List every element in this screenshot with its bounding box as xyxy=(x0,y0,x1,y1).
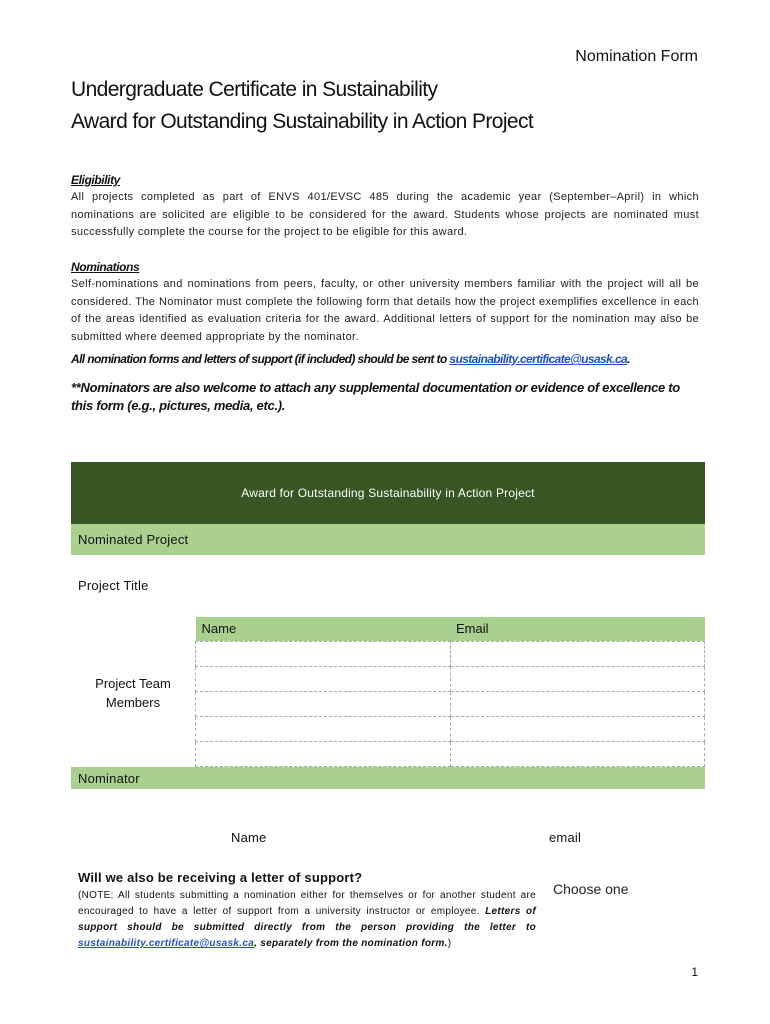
nominations-heading: Nominations xyxy=(71,260,140,274)
page-title-line-2: Award for Outstanding Sustainability in Action Project xyxy=(71,110,534,133)
form-banner: Award for Outstanding Sustainability in Action Project xyxy=(71,462,705,524)
project-team-table xyxy=(195,617,705,767)
team-table-header xyxy=(196,617,705,641)
page-number: 1 xyxy=(691,965,698,979)
team-email-cell[interactable] xyxy=(450,691,705,716)
nominated-project-section: Nominated Project xyxy=(71,524,705,555)
support-letter-select[interactable]: Choose one xyxy=(553,881,629,897)
project-team-label-line-1: Project Team xyxy=(95,676,171,691)
team-col-email: Email xyxy=(450,617,705,641)
support-note-email-link[interactable]: sustainability.certificate@usask.ca xyxy=(78,938,255,949)
nominator-email-label: email xyxy=(549,830,582,845)
support-note xyxy=(78,888,536,952)
table-row xyxy=(196,741,705,766)
table-row xyxy=(196,666,705,691)
team-col-name: Name xyxy=(196,617,451,641)
submission-email-link[interactable]: sustainability.certificate@usask.ca xyxy=(449,352,628,366)
supplemental-note: **Nominators are also welcome to attach any supplemental documentation or evidence of excellence to this form (e.g., pictures, media, etc.). xyxy=(71,380,680,413)
submission-instruction xyxy=(71,352,630,366)
table-row xyxy=(196,641,705,666)
page-title-line-1: Undergraduate Certificate in Sustainability xyxy=(71,78,438,101)
submission-prefix: All nomination forms and letters of support (if included) should be sent to xyxy=(71,352,450,366)
table-row xyxy=(196,691,705,716)
team-name-cell[interactable] xyxy=(196,641,451,666)
support-question: Will we also be receiving a letter of support? xyxy=(78,870,363,885)
project-title-label: Project Title xyxy=(78,578,149,593)
support-note-bold-text: Letters of support should be submitted directly from the person providing the letter to xyxy=(78,906,537,933)
submission-suffix: . xyxy=(627,352,630,366)
team-name-cell[interactable] xyxy=(196,691,451,716)
team-email-cell[interactable] xyxy=(450,666,705,691)
team-name-cell[interactable] xyxy=(196,666,451,691)
nominator-name-label: Name xyxy=(231,830,267,845)
team-name-cell[interactable] xyxy=(196,716,451,741)
eligibility-text: All projects completed as part of ENVS 401/EVSC 485 during the academic year (September–April) in which nominations are solicited are eligible to be considered for the award. Students whose projects are nominated must successfully complete the course for the project to be eligible for this award. xyxy=(71,191,699,238)
team-email-cell[interactable] xyxy=(450,741,705,766)
project-team-label xyxy=(80,674,186,712)
form-label: Nomination Form xyxy=(575,48,698,65)
support-note-text: (NOTE: All students submitting a nomination either for themselves or for another student are encouraged to have a letter of support from a university instructor or employee. xyxy=(78,890,536,917)
team-email-cell[interactable] xyxy=(450,716,705,741)
team-name-cell[interactable] xyxy=(196,741,451,766)
nominator-section: Nominator xyxy=(71,767,705,789)
team-email-cell[interactable] xyxy=(450,641,705,666)
support-note-bold-suffix: , separately from the nomination form. xyxy=(254,938,448,949)
support-note-close: ) xyxy=(447,938,452,949)
eligibility-heading: Eligibility xyxy=(71,173,120,187)
nominations-text: Self-nominations and nominations from peers, faculty, or other university members familiar with the project will all be considered. The Nominator must complete the following form that details how the project exemplifies excellence in each of the areas identified as evaluation criteria for the award. Additional letters of support for the nomination may also be submitted where deemed appropriate by the nominator. xyxy=(71,278,699,343)
table-row xyxy=(196,716,705,741)
project-team-label-line-2: Members xyxy=(105,695,161,710)
